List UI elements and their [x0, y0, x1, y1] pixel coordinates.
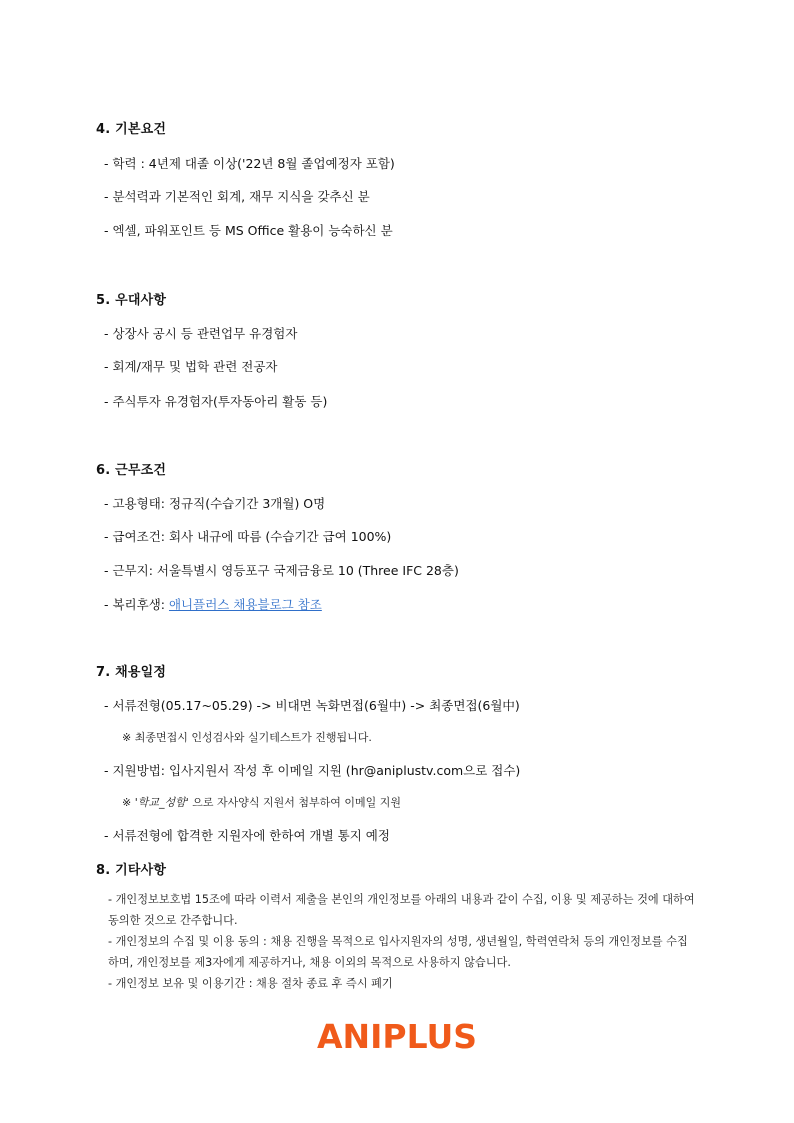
apply-note-suffix: ' 으로 자사양식 지원서 첨부하여 이메일 지원 [185, 796, 402, 809]
section-heading-schedule: 7. 채용일정 [96, 665, 167, 680]
privacy-paragraph: - 개인정보 보유 및 이용기간 : 채용 절차 종료 후 즉시 폐기 [108, 977, 393, 990]
aniplus-logo [316, 1018, 478, 1052]
section-heading-etc: 8. 기타사항 [96, 863, 167, 878]
preference-item: - 상장사 공시 등 관련업무 유경험자 [104, 326, 298, 341]
recruit-blog-link[interactable]: 애니플러스 채용블로그 참조 [168, 597, 322, 612]
welfare-item [104, 595, 322, 613]
requirement-item: - 분석력과 기본적인 회계, 재무 지식을 갖추신 분 [104, 189, 370, 204]
apply-note-prefix: ※ ' [122, 796, 138, 809]
privacy-paragraph: - 개인정보의 수집 및 이용 동의 : 채용 진행을 목적으로 입사지원자의 성명, 생년월일, 학력연락처 등의 개인정보를 수집하며, 개인정보를 제3자에게 제공하거나, 채용 이외의 목적으로 사용하지 않습니다. [108, 935, 688, 969]
requirement-item: - 학력 : 4년제 대졸 이상('22년 8월 졸업예정자 포함) [104, 156, 395, 171]
privacy-paragraph: - 개인정보보호법 15조에 따라 이력서 제출을 본인의 개인정보를 아래의 내용과 같이 수집, 이용 및 제공하는 것에 대하여 동의한 것으로 간주합니다. [108, 893, 695, 927]
schedule-note: ※ 최종면접시 인성검사와 실기테스트가 진행됩니다. [122, 731, 372, 744]
requirement-item: - 엑셀, 파워포인트 등 MS Office 활용이 능숙하신 분 [104, 223, 393, 238]
apply-method-item: - 지원방법: 입사지원서 작성 후 이메일 지원 (hr@aniplustv.com으로 접수) [104, 763, 521, 778]
preference-item: - 회계/재무 및 법학 관련 전공자 [104, 359, 278, 374]
preference-item: - 주식투자 유경험자(투자동아리 활동 등) [104, 394, 328, 409]
section-heading-preferences: 5. 우대사항 [96, 293, 167, 308]
logo-wordmark: ANIPLUS [317, 1018, 477, 1052]
condition-item: - 급여조건: 회사 내규에 따름 (수습기간 급여 100%) [104, 529, 392, 544]
schedule-item: - 서류전형(05.17~05.29) -> 비대면 녹화면접(6월中) -> 최종면접(6월中) [104, 698, 520, 713]
apply-note-filename: 학교_성함 [137, 796, 186, 809]
section-heading-conditions: 6. 근무조건 [96, 463, 167, 478]
welfare-label: - 복리후생: [104, 597, 169, 612]
apply-note [122, 794, 401, 810]
condition-item: - 고용형태: 정규직(수습기간 3개월) O명 [104, 496, 326, 511]
condition-item: - 근무지: 서울특별시 영등포구 국제금융로 10 (Three IFC 28층) [104, 563, 459, 578]
section-heading-requirements: 4. 기본요건 [96, 122, 167, 137]
notice-item: - 서류전형에 합격한 지원자에 한하여 개별 통지 예정 [104, 828, 390, 843]
